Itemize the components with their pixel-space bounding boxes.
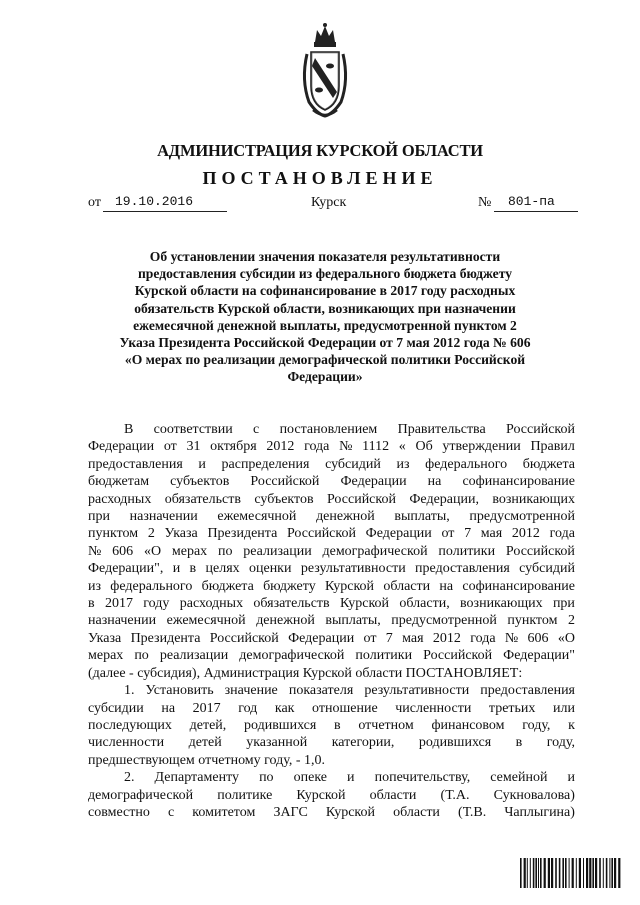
barcode-image: [520, 858, 622, 888]
body-line: совместно с комитетом ЗАГС Курской области (Т.В. Чаплыгина): [88, 804, 575, 820]
body-line: в 2017 году расходных обязательств Курской области, возникающих при: [88, 596, 575, 612]
document-date: 19.10.2016: [103, 195, 227, 212]
organization-name: АДМИНИСТРАЦИЯ КУРСКОЙ ОБЛАСТИ: [157, 141, 483, 160]
number-label: №: [478, 195, 492, 210]
document-number: 801-па: [494, 195, 578, 212]
body-line: Федерации", и в целях оценки результативности предоставления субсидий: [88, 561, 575, 577]
title-line: ежемесячной денежной выплаты, предусмотренной пунктом 2: [133, 317, 517, 333]
body-line: 2. Департаменту по опеке и попечительству, семейной и: [124, 770, 575, 786]
body-line: Указа Президента Российской Федерации от 7 мая 2012 года № 606 «О: [88, 630, 575, 646]
body-line: расходных обязательств субъектов Российской Федерации, возникающих: [88, 491, 575, 507]
body-line: 1. Установить значение показателя результативности предоставления: [124, 683, 575, 699]
body-line: численности детей указанной категории, родившихся в году,: [88, 735, 575, 751]
coat-of-arms-emblem: [297, 20, 353, 120]
title-line: предоставления субсидии из федерального бюджета бюджету: [137, 266, 513, 282]
document-city: Курск: [311, 195, 347, 210]
body-line: из федерального бюджета бюджету Курской области на софинансирование: [88, 578, 575, 594]
body-line: мерах по реализации демографической политики Российской Федерации": [88, 648, 575, 664]
body-line: демографической политике Курской области (Т.А. Сукновалова): [88, 787, 575, 803]
body-line: предшествующем отчетному году, - 1,0.: [88, 752, 326, 768]
body-line: В соответствии с постановлением Правительства Российской: [124, 422, 575, 437]
body-line: бюджетам субъектов Российской Федерации на софинансирование: [88, 474, 575, 490]
body-line: назначении ежемесячной денежной выплаты, предусмотренной пунктом 2: [88, 613, 575, 629]
title-line: «О мерах по реализации демографической политики Российской: [124, 352, 526, 368]
title-line: Курской области на софинансирование в 2017 году расходных: [134, 283, 516, 299]
title-line: Об установлении значения показателя результативности: [149, 249, 501, 264]
title-line: обязательств Курской области, возникающих при назначении: [134, 300, 516, 316]
body-line: предоставления и распределения субсидий из федерального бюджета: [88, 456, 575, 472]
document-type: ПОСТАНОВЛЕНИЕ: [202, 168, 438, 188]
body-line: Федерации от 31 октября 2012 года № 1112 « Об утверждении Правил: [88, 439, 575, 455]
body-line: при назначении ежемесячной денежной выплаты, предусмотренной: [88, 509, 575, 525]
body-line: (далее - субсидия), Администрация Курской области ПОСТАНОВЛЯЕТ:: [88, 665, 523, 681]
document-body: [88, 421, 575, 821]
body-line: субсидии на 2017 год как отношение численности третьих или: [88, 700, 575, 716]
document-title: [80, 248, 570, 386]
date-label: от: [88, 195, 101, 210]
body-line: пунктом 2 Указа Президента Российской Федерации от 7 мая 2012 года: [88, 526, 575, 542]
body-line: последующих детей, родившихся в отчетном финансовом году, к: [88, 717, 575, 733]
title-line: Указа Президента Российской Федерации от 7 мая 2012 года № 606: [119, 335, 531, 351]
body-line: № 606 «О мерах по реализации демографической политики Российской: [88, 543, 575, 559]
title-line: Федерации»: [287, 369, 363, 385]
